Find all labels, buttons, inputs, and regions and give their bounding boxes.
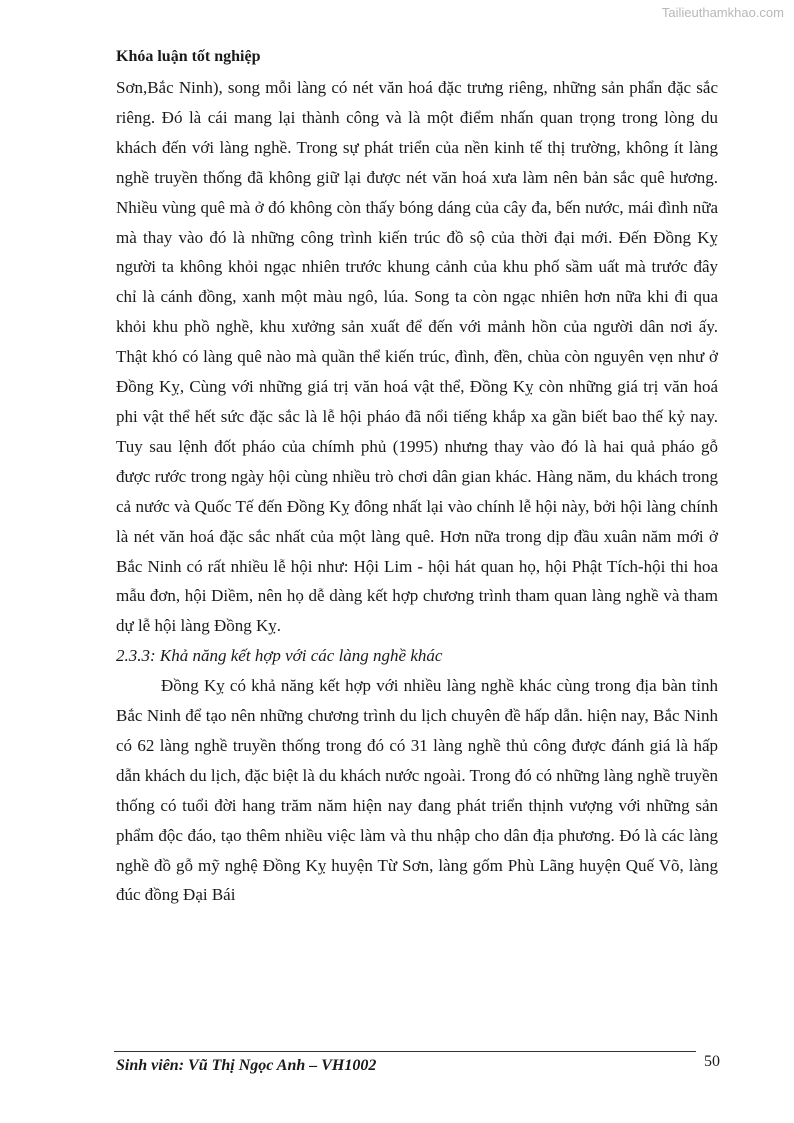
watermark: Tailieuthamkhao.com (661, 5, 784, 20)
page-number: 50 (704, 1053, 720, 1070)
section-heading: 2.3.3: Khả năng kết hợp với các làng nghề khác (116, 646, 443, 666)
footer-author: Sinh viên: Vũ Thị Ngọc Anh – VH1002 (116, 1057, 377, 1074)
body-paragraph-2: Đồng Kỵ có khả năng kết hợp với nhiều làng nghề khác cùng trong địa bàn tỉnh Bắc Ninh để tạo nên những chương trình du lịch chuyên đề hấp dẫn. hiện nay, Bắc Ninh có 62 làng nghề truyền thống trong đó có 31 làng nghề thủ công được đánh giá là hấp dẫn khách du lịch, đặc biệt là du khách nước ngoài. Trong đó có những làng nghề truyền thống có tuổi đời hang trăm năm hiện nay đang phát triển thịnh vượng với những sản phẩm độc đáo, tạo thêm nhiều việc làm và thu nhập cho dân địa phương. Đó là các làng nghề đồ gỗ mỹ nghệ Đồng Kỵ huyện Từ Sơn, làng gốm Phù Lãng huyện Quế Võ, làng đúc đồng Đại Bái (116, 676, 718, 905)
document-header-title: Khóa luận tốt nghiệp (116, 48, 261, 65)
body-paragraph-1: Sơn,Bắc Ninh), song mỗi làng có nét văn hoá đặc trưng riêng, những sản phẩn đặc sắc riêng. Đó là cái mang lại thành công và là một điểm nhấn quan trọng trong lòng du khách đến với làng nghề. Trong sự phát triển của nền kinh tế thị trường, không ít làng nghề truyền thống đã không giữ lại được nét văn hoá xưa làm nên bản sắc quê hương. Nhiều vùng quê mà ở đó không còn thấy bóng dáng của cây đa, bến nước, mái đình nữa mà thay vào đó là những công trình kiến trúc đồ sộ của thời đại mới. Đến Đồng Kỵ người ta không khỏi ngạc nhiên trước khung cảnh của khu phố sầm uất mà trước đây chỉ là cánh đồng, xanh một màu ngô, lúa. Song ta còn ngạc nhiên hơn nữa khi đi qua khỏi khu phồ nghề, khu xưởng sản xuất để đến với mảnh hồn của người dân nơi ấy. Thật khó có làng quê nào mà quần thể kiến trúc, đình, đền, chùa còn nguyên vẹn như ở Đồng Kỵ, Cùng với những giá trị văn hoá vật thể, Đồng Kỵ còn những giá trị văn hoá phi vật thể hết sức đặc sắc là lễ hội pháo đã nổi tiếng khắp xa gần biết bao thế kỷ nay. Tuy sau lệnh đốt pháo của chímh phủ (1995) nhưng thay vào đó là hai quả pháo gỗ được rước trong ngày hội cùng nhiều trò chơi dân gian khác. Hàng năm, du khách trong cả nước và Quốc Tế đến Đồng Kỵ đông nhất lại vào chính lễ hội này, bởi hội làng chính là nét văn hoá đặc sắc nhất của một làng quê. Hơn nữa trong dịp đầu xuân năm mới ở Bắc Ninh có rất nhiều lễ hội như: Hội Lim - hội hát quan họ, hội Phật Tích-hội thi hoa mẫu đơn, hội Diềm, nên họ dễ dàng kết hợp chương trình tham quan làng nghề và tham dự lễ hội làng Đồng Kỵ. (116, 78, 718, 636)
document-body (116, 73, 718, 910)
footer-divider (114, 1051, 696, 1052)
